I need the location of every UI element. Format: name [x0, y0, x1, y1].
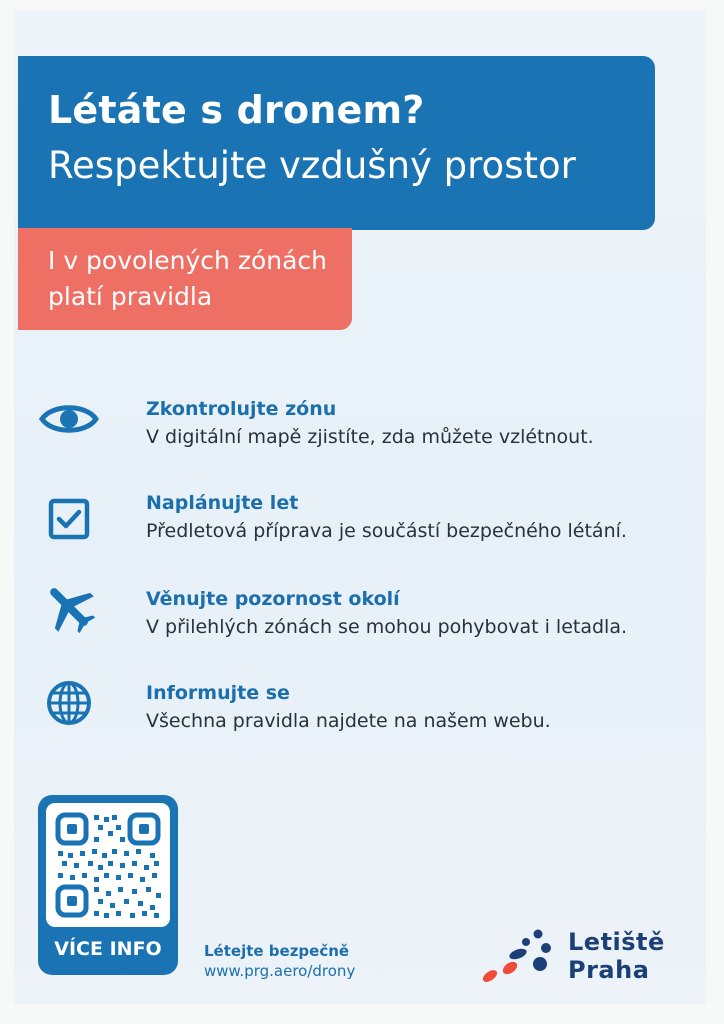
eye-icon [38, 388, 100, 450]
page-subtitle: Respektujte vzdušný prostor [48, 144, 576, 187]
item-desc-surroundings: V přilehlých zónách se mohou pohybovat i letadla. [146, 616, 628, 638]
airplane-icon [38, 576, 100, 638]
footer-slogan: Létejte bezpečně [204, 942, 350, 960]
item-title-get-informed: Informujte se [146, 682, 290, 704]
item-title-surroundings: Věnujte pozornost okolí [146, 588, 400, 610]
qr-code-image [46, 803, 170, 927]
item-title-check-zone: Zkontrolujte zónu [146, 398, 337, 420]
footer-url-link[interactable]: www.prg.aero/drony [204, 962, 356, 980]
rules-banner-line2: platí pravidla [48, 282, 213, 311]
more-info-label: VÍCE INFO [54, 938, 162, 960]
globe-icon [38, 672, 100, 734]
page-title: Létáte s dronem? [48, 88, 425, 132]
qr-code-card[interactable] [38, 795, 178, 975]
logo-text-line1: Letiště [568, 928, 665, 956]
rules-banner-line1: I v povolených zónách [48, 246, 327, 275]
rules-banner [18, 228, 352, 330]
title-banner [18, 56, 655, 230]
item-title-plan-flight: Naplánujte let [146, 492, 299, 514]
qr-code-frame [46, 803, 170, 927]
item-desc-check-zone: V digitální mapě zjistíte, zda můžete vzlétnout. [146, 426, 594, 448]
logo-text-line2: Praha [568, 956, 650, 984]
item-desc-plan-flight: Předletová příprava je součástí bezpečného létání. [146, 520, 627, 542]
item-desc-get-informed: Všechna pravidla najdete na našem webu. [146, 710, 551, 732]
checkbox-icon [38, 488, 100, 550]
letiste-praha-logo-icon [478, 928, 558, 982]
